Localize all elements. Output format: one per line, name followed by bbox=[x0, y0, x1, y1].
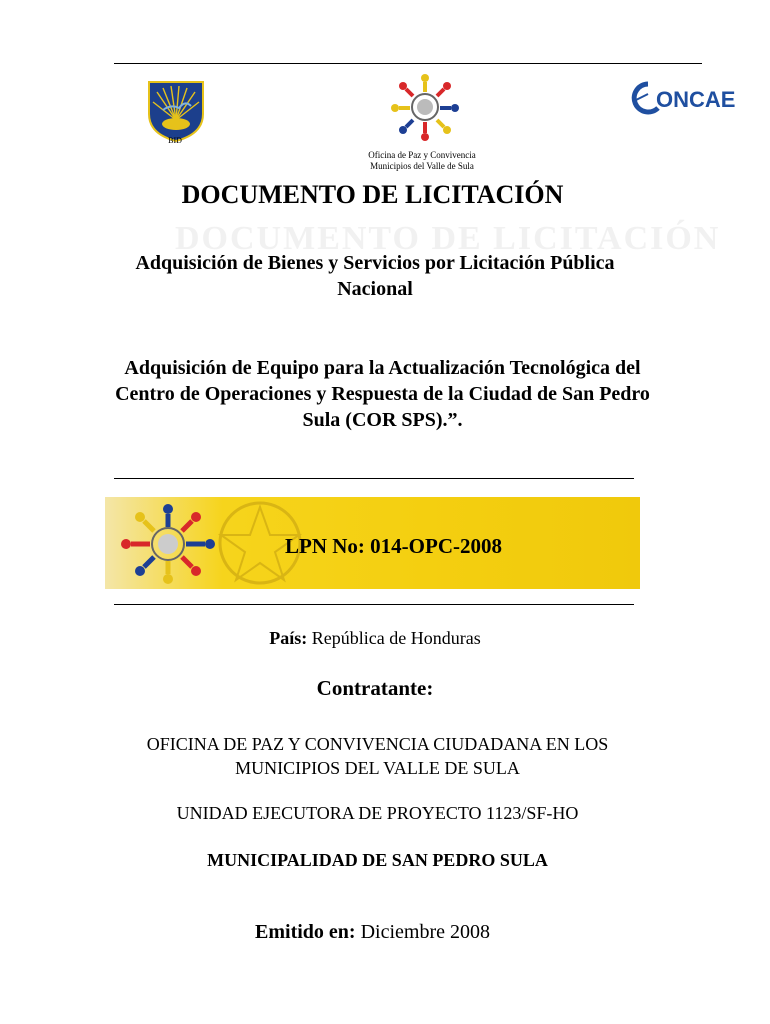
divider-rule bbox=[114, 478, 634, 479]
issued-line bbox=[100, 921, 645, 944]
issued-label: Emitido en: bbox=[255, 921, 356, 943]
country-label: País: bbox=[269, 628, 308, 648]
oncae-logo-icon bbox=[632, 78, 736, 118]
document-title: DOCUMENTO DE LICITACIÓN bbox=[181, 180, 564, 209]
bid-logo-icon bbox=[145, 80, 207, 142]
issued-date: Diciembre 2008 bbox=[360, 921, 490, 943]
oncae-text: ONCAE bbox=[656, 87, 736, 112]
divider-rule bbox=[114, 604, 634, 605]
executing-unit: UNIDAD EJECUTORA DE PROYECTO 1123/SF-HO bbox=[176, 803, 579, 823]
country-line bbox=[110, 628, 640, 649]
opc-peace-emblem-icon bbox=[116, 503, 220, 585]
lpn-number: LPN No: 014-OPC-2008 bbox=[285, 534, 502, 558]
country-value: República de Honduras bbox=[311, 628, 481, 648]
project-title: Adquisición de Equipo para la Actualización Tecnológica del Centro de Operaciones y Respuesta de la Ciudad de San Pedro Sula (COR SPS).”. bbox=[115, 357, 650, 431]
document-subtitle: Adquisición de Bienes y Servicios por Licitación Pública Nacional bbox=[135, 252, 615, 300]
top-rule bbox=[114, 63, 702, 64]
title-watermark: DOCUMENTO DE LICITACIÓN bbox=[175, 220, 721, 257]
office-name: OFICINA DE PAZ Y CONVIVENCIA CIUDADANA EN LOS MUNICIPIOS DEL VALLE DE SULA bbox=[146, 734, 609, 778]
municipality-name: MUNICIPALIDAD DE SAN PEDRO SULA bbox=[207, 850, 548, 870]
opc-caption: Oficina de Paz y Convivencia Municipios del Valle de Sula bbox=[368, 150, 476, 171]
bid-caption: BID bbox=[168, 136, 182, 145]
contracting-party-heading: Contratante: bbox=[316, 676, 434, 700]
opc-peace-emblem-icon bbox=[385, 72, 465, 142]
